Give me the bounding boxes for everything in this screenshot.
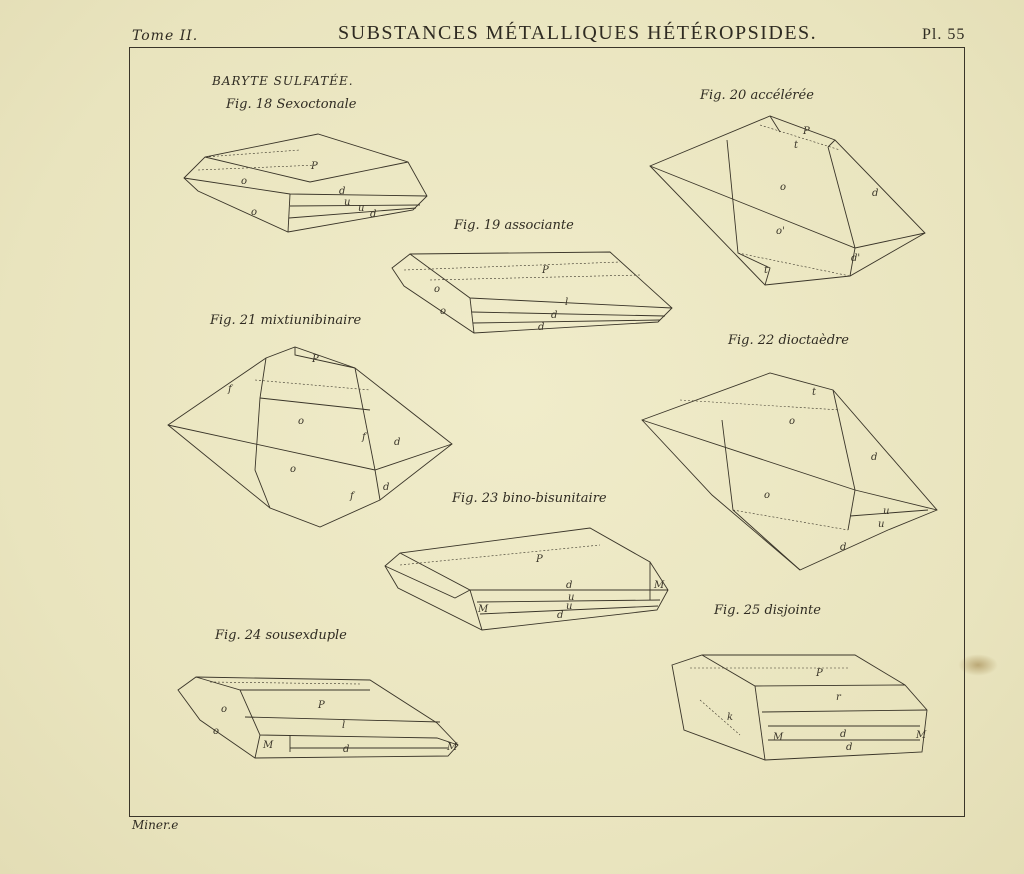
caption-fig21: Fig. 21 mixtiunibinaire bbox=[210, 313, 362, 328]
plate-number: Pl. 55 bbox=[922, 26, 966, 43]
fig21-label-3: f bbox=[362, 432, 366, 443]
fig18-label-3: d bbox=[339, 186, 346, 197]
fig24-label-0: o bbox=[221, 704, 228, 715]
fig18-label-4: u bbox=[344, 197, 351, 208]
caption-fig19: Fig. 19 associante bbox=[454, 218, 574, 233]
crystal-fig25 bbox=[672, 655, 927, 760]
crystal-fig18 bbox=[184, 134, 427, 232]
fig25-label-3: M bbox=[773, 732, 784, 743]
fig21-label-1: f bbox=[228, 384, 232, 395]
fig19-label-5: d bbox=[538, 322, 545, 333]
fig23-label-1: d bbox=[566, 580, 573, 591]
plate-title: SUBSTANCES MÉTALLIQUES HÉTÉROPSIDES. bbox=[338, 22, 818, 44]
fig19-label-2: o bbox=[440, 306, 447, 317]
fig22-label-2: d bbox=[871, 452, 878, 463]
fig20-label-5: d' bbox=[851, 253, 861, 264]
fig24-label-2: o bbox=[213, 726, 220, 737]
fig24-label-1: P bbox=[318, 700, 325, 711]
fig20-label-6: t bbox=[764, 265, 769, 276]
fig21-label-0: P bbox=[312, 354, 319, 365]
fig22-label-4: u bbox=[883, 506, 890, 517]
fig19-label-1: o bbox=[434, 284, 441, 295]
fig19-label-4: d bbox=[551, 310, 558, 321]
fig21-label-6: f bbox=[350, 491, 354, 502]
fig23-label-2: M bbox=[478, 604, 489, 615]
fig25-label-0: P bbox=[816, 668, 823, 679]
fig25-label-5: d bbox=[846, 742, 853, 753]
crystal-fig22 bbox=[642, 373, 937, 570]
fig23-label-4: u bbox=[566, 601, 573, 612]
caption-fig18: Fig. 18 Sexoctonale bbox=[226, 97, 357, 112]
fig23-label-6: d bbox=[557, 610, 564, 621]
crystal-fig24 bbox=[178, 677, 458, 758]
fig20-label-1: t bbox=[794, 140, 799, 151]
crystal-fig20 bbox=[650, 116, 925, 285]
fig18-label-5: u bbox=[358, 203, 365, 214]
fig22-label-5: u bbox=[878, 519, 885, 530]
section-heading: BARYTE SULFATÉE. bbox=[212, 74, 354, 88]
tome-label: Tome II. bbox=[132, 28, 199, 44]
fig20-label-0: P bbox=[803, 126, 810, 137]
fig18-label-6: d bbox=[370, 209, 377, 220]
fig22-label-6: d bbox=[840, 542, 847, 553]
caption-fig25: Fig. 25 disjointe bbox=[714, 603, 821, 618]
signature: Miner.e bbox=[132, 818, 179, 832]
paper-stain bbox=[958, 654, 998, 676]
fig19-label-3: l bbox=[565, 297, 569, 308]
fig21-label-4: d bbox=[394, 437, 401, 448]
fig22-label-1: o bbox=[789, 416, 796, 427]
caption-fig23: Fig. 23 bino-bisunitaire bbox=[452, 491, 607, 506]
fig21-label-7: d bbox=[383, 482, 390, 493]
fig20-label-3: d bbox=[872, 188, 879, 199]
fig25-label-4: d bbox=[840, 729, 847, 740]
caption-fig20: Fig. 20 accélérée bbox=[700, 88, 814, 103]
caption-fig24: Fig. 24 sousexduple bbox=[215, 628, 347, 643]
crystal-fig21 bbox=[168, 347, 452, 527]
caption-fig22: Fig. 22 dioctaèdre bbox=[728, 333, 849, 348]
fig20-label-2: o bbox=[780, 182, 787, 193]
fig22-label-0: t bbox=[812, 387, 817, 398]
fig25-label-6: M bbox=[916, 730, 927, 741]
fig23-label-3: u bbox=[568, 592, 575, 603]
fig21-label-5: o bbox=[290, 464, 297, 475]
fig23-label-0: P bbox=[536, 554, 543, 565]
fig24-label-6: d bbox=[343, 744, 350, 755]
fig23-label-5: M bbox=[654, 580, 665, 591]
fig24-label-4: M bbox=[263, 740, 274, 751]
fig24-label-3: l bbox=[342, 720, 346, 731]
fig21-label-2: o bbox=[298, 416, 305, 427]
crystal-fig19 bbox=[392, 252, 672, 333]
fig18-label-0: P bbox=[311, 161, 318, 172]
fig25-label-2: k bbox=[727, 712, 734, 723]
crystal-fig23 bbox=[385, 528, 668, 630]
fig25-label-1: r bbox=[836, 692, 841, 703]
fig18-label-1: o bbox=[241, 176, 248, 187]
fig19-label-0: P bbox=[542, 265, 549, 276]
fig20-label-4: o' bbox=[776, 226, 785, 237]
fig24-label-5: M bbox=[447, 742, 458, 753]
fig22-label-3: o bbox=[764, 490, 771, 501]
fig18-label-2: o bbox=[251, 207, 258, 218]
